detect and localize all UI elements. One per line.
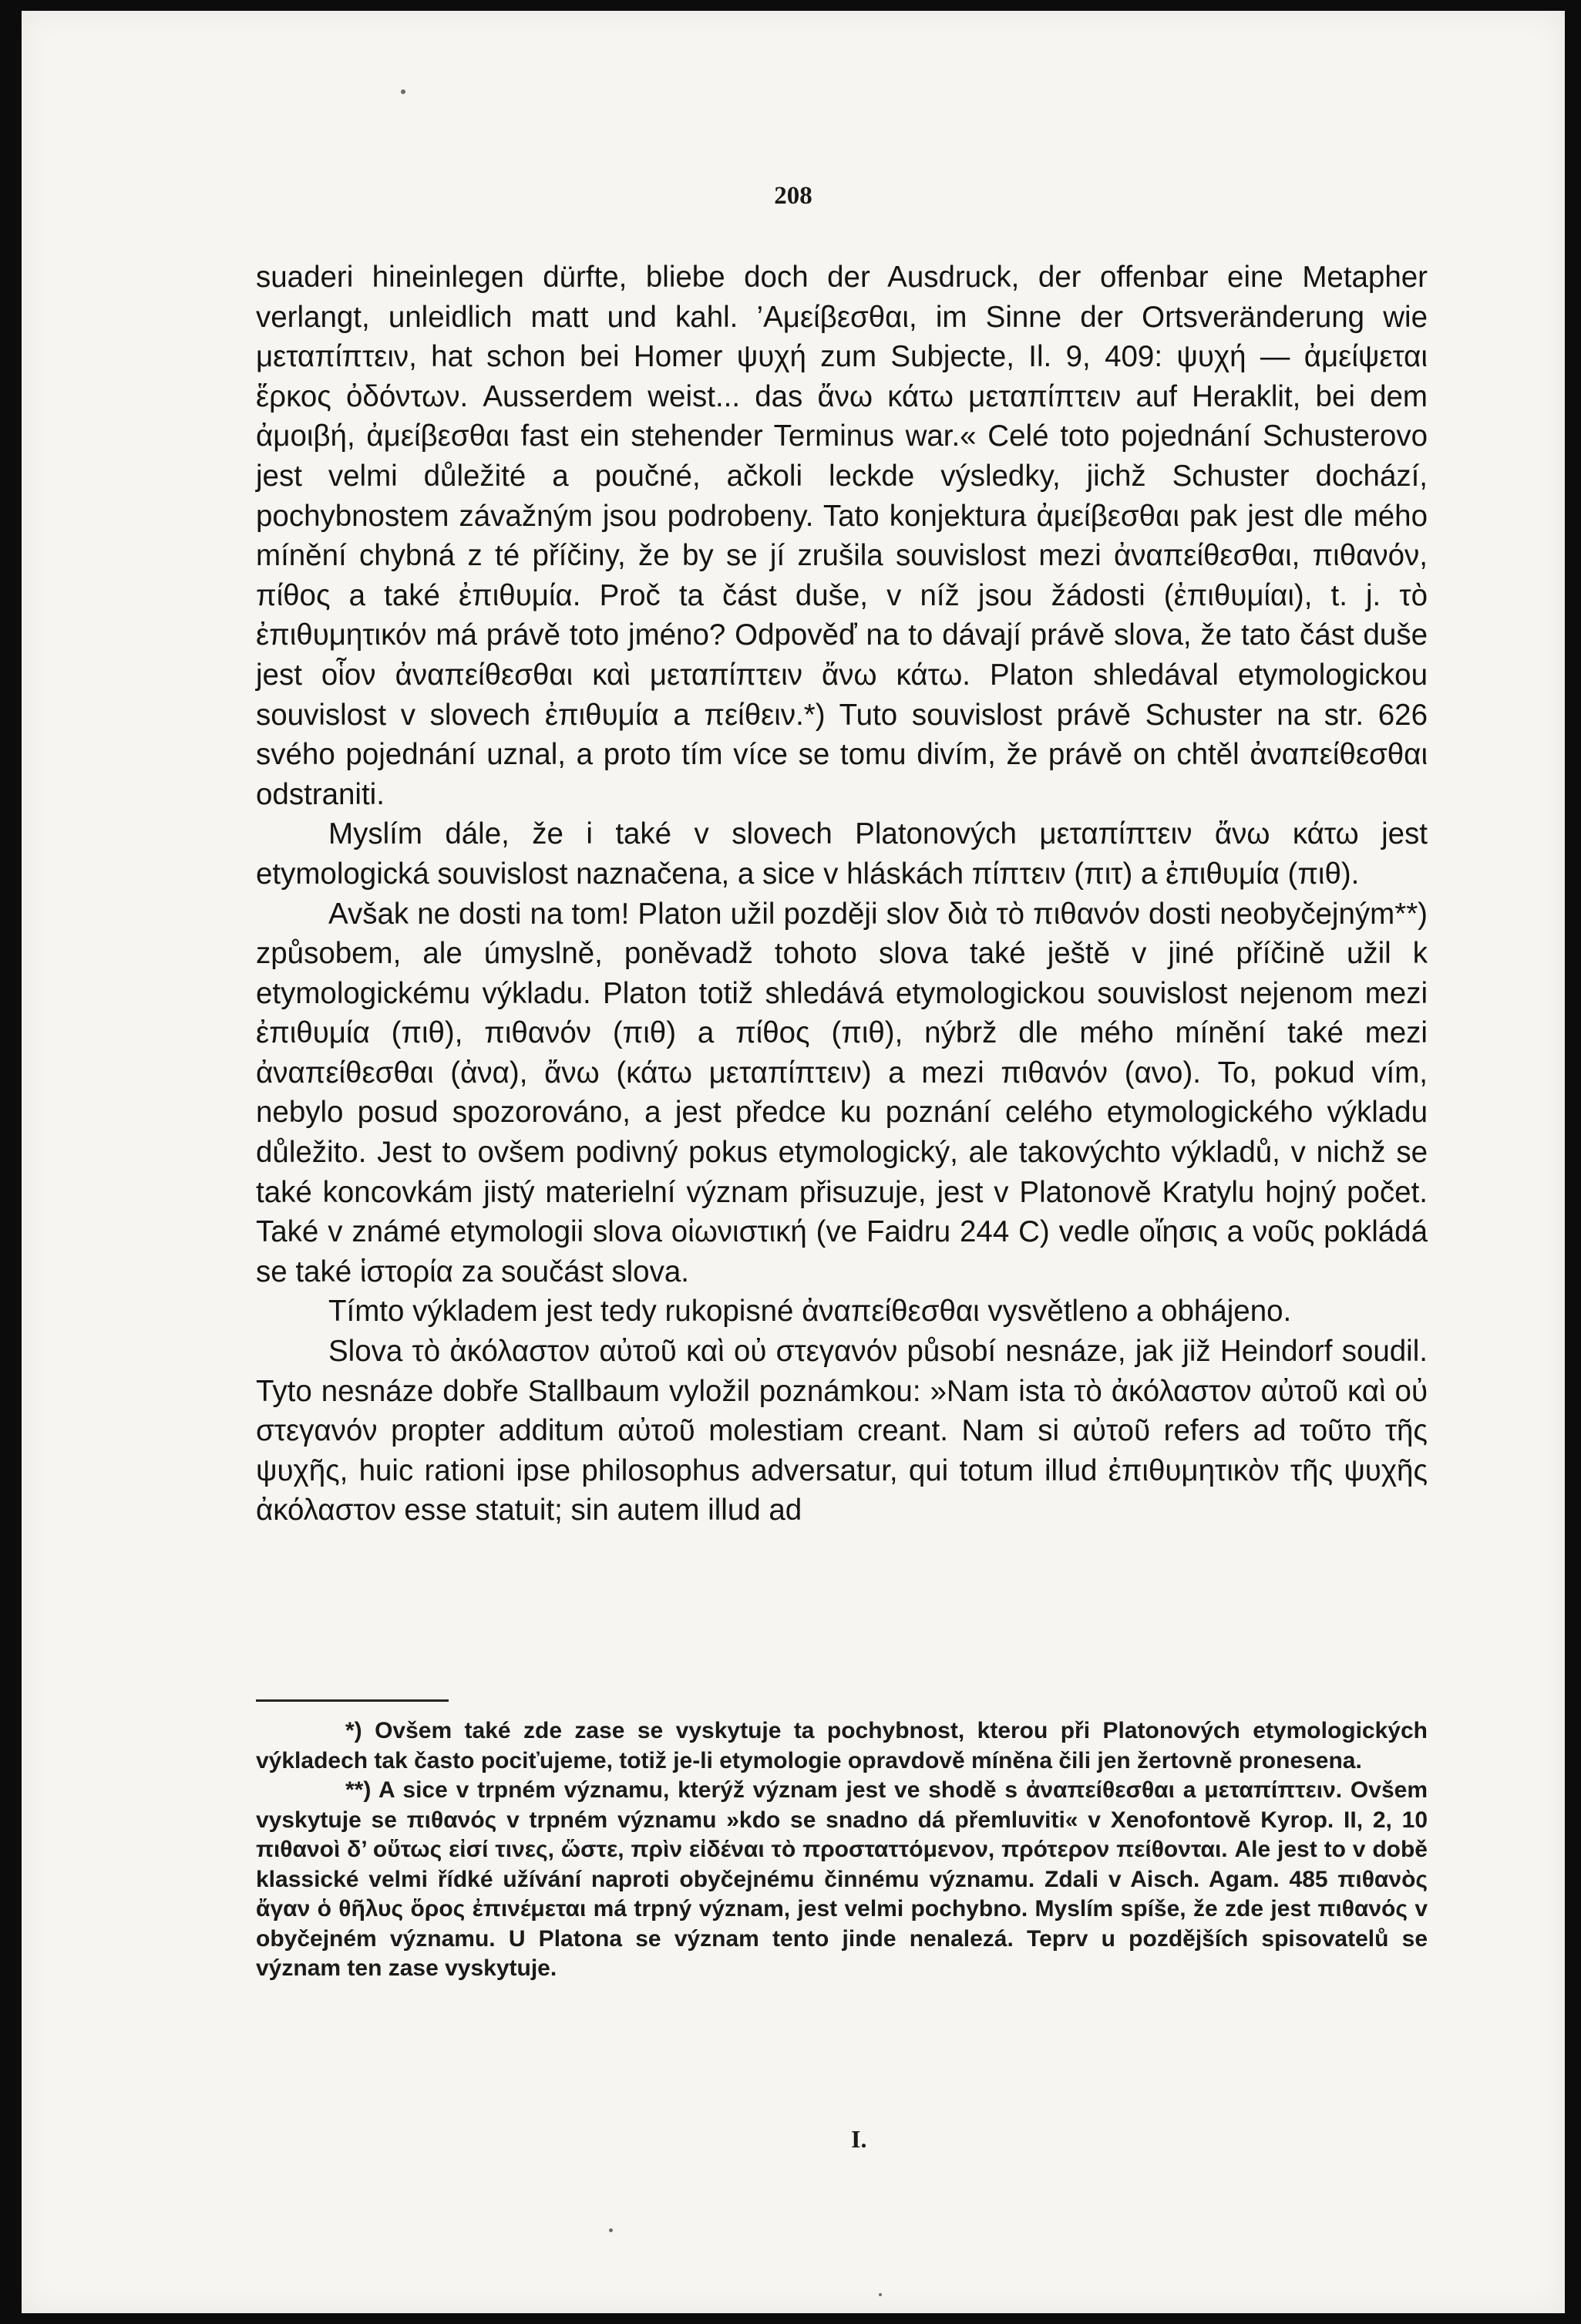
paragraph: Tímto výkladem jest tedy rukopisné ἀναπείθεσθαι vysvětleno a obhájeno. <box>328 1295 1292 1329</box>
footnotes <box>256 1716 1428 1984</box>
footnote: **) A sice v trpném významu, kterýž význam jest ve shodě s ἀναπείθεσθαι a μεταπίπτειν. Ovšem vyskytuje se πιθανός v trpném významu »kdo se snadno dá přemluviti« v Xenofontově Kyrop. II, 2, 10 πιθανοὶ δ’ οὕτως εἰσί τινες, ὥστε, πρὶν εἰδέναι τὸ προσταττόμενον, πρότερον πείθονται. Ale jest to v době klassické velmi řídké užívání naproti obyčejnému činnému významu. Zdali v Aisch. Agam. 485 πιθανὸς ἄγαν ὁ θῆλυς ὅρος ἐπινέμεται má trpný význam, jest velmi pochybno. Myslím spíše, že zde jest πιθανός v obyčejném významu. U Platona se význam tento jinde nenalezá. Teprv u pozdějších spisovatelů se význam ten zase vyskytuje. <box>256 1777 1428 1981</box>
page-number: 208 <box>774 182 812 210</box>
paragraph: Slova τὸ ἀκόλαστον αὐτοῦ καὶ οὐ στεγανόν působí nesnáze, jak již Heindorf soudil. Tyto nesnáze dobře Stallbaum vyložil poznámkou: »Nam ista τὸ ἀκόλαστον αὐτοῦ καὶ οὐ στεγανόν propter additum αὐτοῦ molestiam creant. Nam si αὐτοῦ refers ad τοῦτο τῆς ψυχῆς, huic rationi ipse philosophus adversatur, qui totum illud ἐπιθυμητικὸν τῆς ψυχῆς ἀκόλαστον esse statuit; sin autem illud ad <box>256 1335 1428 1527</box>
footnote: *) Ovšem také zde zase se vyskytuje ta pochybnost, kterou při Platonových etymologických výkladech tak často pociťujeme, totiž je-li etymologie opravdově míněna čili jen žertovně pronesena. <box>256 1718 1428 1773</box>
paragraph: Myslím dále, že i také v slovech Platonových μεταπίπτειν ἄνω κάτω jest etymologická souvislost naznačena, a sice v hláskách πίπτειν (πιτ) a ἐπιθυμία (πιθ). <box>256 817 1428 891</box>
paragraph: suaderi hineinlegen dürfte, bliebe doch der Ausdruck, der offenbar eine Metapher verlangt, unleidlich matt und kahl. ’Αμείβεσθαι, im Sinne der Ortsveränderung wie μεταπίπτειν, hat schon bei Homer ψυχή zum Subjecte, Il. 9, 409: ψυχή — ἀμείψεται ἕρκος ὀδόντων. Ausserdem weist... das ἄνω κάτω μεταπίπτειν auf Heraklit, bei dem ἀμοιβή, ἀμείβεσθαι fast ein stehender Terminus war.« Celé toto pojednání Schusterovo jest velmi důležité a poučné, ačkoli leckde výsledky, jichž Schuster dochází, pochybnostem závažným jsou podrobeny. Tato konjektura ἀμείβεσθαι pak jest dle mého mínění chybná z té příčiny, že by se jí zrušila souvislost mezi ἀναπείθεσθαι, πιθανόν, πίθος a také ἐπιθυμία. Proč ta část duše, v níž jsou žádosti (ἐπιθυμίαι), t. j. τὸ ἐπιθυμητικόν má právě toto jméno? Odpověď na to dávají právě slova, že tato část duše jest οἷον ἀναπείθεσθαι καὶ μεταπίπτειν ἄνω κάτω. Platon shledával etymologickou souvislost v slovech ἐπιθυμία a πείθειν.*) Tuto souvislost právě Schuster na str. 626 svého pojednání uznal, a proto tím více se tomu divím, že právě on chtěl ἀναπείθεσθαι odstraniti. <box>256 261 1428 811</box>
main-text <box>256 258 1428 1531</box>
paper-speck <box>401 89 405 94</box>
paper-speck <box>609 2228 613 2232</box>
footnote-divider <box>256 1699 449 1702</box>
paper-speck <box>879 2293 882 2296</box>
book-page <box>22 11 1565 2313</box>
paragraph: Avšak ne dosti na tom! Platon užil později slov διὰ τὸ πιθανόν dosti neobyčejným**) způsobem, ale úmyslně, poněvadž tohoto slova také ještě v jiné příčině užil k etymologickému výkladu. Platon totiž shledává etymologickou souvislost nejenom mezi ἐπιθυμία (πιθ), πιθανόν (πιθ) a πίθος (πιθ), nýbrž dle mého mínění také mezi ἀναπείθεσθαι (ἀνα), ἄνω (κάτω μεταπίπτειν) a mezi πιθανόν (ανο). To, pokud vím, nebylo posud spozorováno, a jest předce ku poznání celého etymologického výkladu důležito. Jest to ovšem podivný pokus etymologický, ale takovýchto výkladů, v nichž se také koncovkám jistý materielní význam přisuzuje, jest v Platonově Kratylu hojný počet. Také v známé etymologii slova οἰωνιστική (ve Faidru 244 C) vedle οἴησις a νοῦς pokládá se také ἱστορία za součást slova. <box>256 897 1428 1288</box>
signature-mark: I. <box>851 2125 867 2153</box>
